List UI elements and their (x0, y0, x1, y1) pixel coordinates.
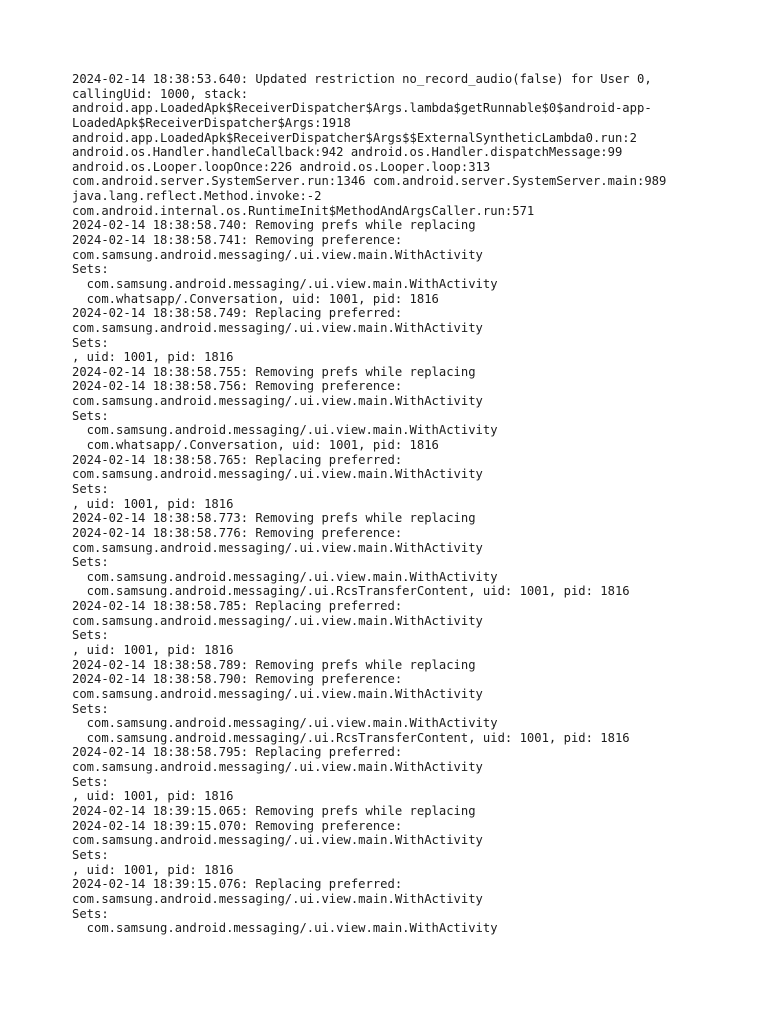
log-line: com.samsung.android.messaging/.ui.view.main.WithActivity (72, 716, 498, 731)
log-line: java.lang.reflect.Method.invoke:-2 (72, 189, 322, 204)
log-line: com.samsung.android.messaging/.ui.view.main.WithActivity (72, 247, 483, 262)
log-line: , uid: 1001, pid: 1816 (72, 789, 234, 804)
log-line: Sets: (72, 262, 109, 277)
log-line: Sets: (72, 408, 109, 423)
log-line: Sets: (72, 335, 109, 350)
log-line: callingUid: 1000, stack: (72, 86, 249, 101)
log-line: com.samsung.android.messaging/.ui.RcsTransferContent, uid: 1001, pid: 1816 (72, 730, 630, 745)
log-line: com.whatsapp/.Conversation, uid: 1001, pid: 1816 (72, 438, 439, 453)
log-line: com.samsung.android.messaging/.ui.view.main.WithActivity (72, 833, 483, 848)
log-line: com.android.internal.os.RuntimeInit$MethodAndArgsCaller.run:571 (72, 203, 535, 218)
log-document (72, 72, 712, 936)
log-line: com.samsung.android.messaging/.ui.view.main.WithActivity (72, 394, 483, 409)
log-line: Sets: (72, 701, 109, 716)
log-line: , uid: 1001, pid: 1816 (72, 642, 234, 657)
log-line: com.samsung.android.messaging/.ui.view.main.WithActivity (72, 760, 483, 775)
log-line: Sets: (72, 481, 109, 496)
log-line: 2024-02-14 18:38:58.789: Removing prefs while replacing (72, 657, 476, 672)
log-line: android.os.Handler.handleCallback:942 android.os.Handler.dispatchMessage:99 (72, 145, 623, 160)
log-line: com.samsung.android.messaging/.ui.view.main.WithActivity (72, 320, 483, 335)
log-line: 2024-02-14 18:38:58.795: Replacing preferred: (72, 745, 403, 760)
log-line: android.app.LoadedApk$ReceiverDispatcher$Args$$ExternalSyntheticLambda0.run:2 (72, 130, 637, 145)
log-line: 2024-02-14 18:38:58.765: Replacing preferred: (72, 452, 403, 467)
log-line: Sets: (72, 906, 109, 921)
log-line: com.samsung.android.messaging/.ui.view.main.WithActivity (72, 276, 498, 291)
log-line: 2024-02-14 18:38:58.749: Replacing preferred: (72, 306, 403, 321)
log-line: com.samsung.android.messaging/.ui.view.main.WithActivity (72, 921, 498, 936)
log-line: 2024-02-14 18:38:58.756: Removing preference: (72, 379, 403, 394)
log-line: 2024-02-14 18:39:15.070: Removing preference: (72, 818, 403, 833)
log-line: android.os.Looper.loopOnce:226 android.os.Looper.loop:313 (72, 159, 491, 174)
log-line: LoadedApk$ReceiverDispatcher$Args:1918 (72, 115, 351, 130)
log-line: 2024-02-14 18:39:15.076: Replacing preferred: (72, 877, 403, 892)
log-line: 2024-02-14 18:38:58.755: Removing prefs while replacing (72, 364, 476, 379)
log-line: com.samsung.android.messaging/.ui.RcsTransferContent, uid: 1001, pid: 1816 (72, 584, 630, 599)
log-line: Sets: (72, 774, 109, 789)
log-line: Sets: (72, 628, 109, 643)
log-line: com.samsung.android.messaging/.ui.view.main.WithActivity (72, 686, 483, 701)
log-line: com.samsung.android.messaging/.ui.view.main.WithActivity (72, 613, 483, 628)
log-line: , uid: 1001, pid: 1816 (72, 862, 234, 877)
log-line: , uid: 1001, pid: 1816 (72, 350, 234, 365)
log-line: Sets: (72, 555, 109, 570)
log-line: Sets: (72, 847, 109, 862)
log-line: com.samsung.android.messaging/.ui.view.main.WithActivity (72, 540, 483, 555)
log-line: com.samsung.android.messaging/.ui.view.main.WithActivity (72, 423, 498, 438)
log-line: com.android.server.SystemServer.run:1346 com.android.server.SystemServer.main:989 (72, 174, 667, 189)
log-line: , uid: 1001, pid: 1816 (72, 496, 234, 511)
log-line: 2024-02-14 18:38:58.785: Replacing preferred: (72, 599, 403, 614)
log-line: 2024-02-14 18:38:58.741: Removing preference: (72, 233, 403, 248)
log-line: 2024-02-14 18:38:58.740: Removing prefs while replacing (72, 218, 476, 233)
log-line: com.samsung.android.messaging/.ui.view.main.WithActivity (72, 891, 483, 906)
log-line: android.app.LoadedApk$ReceiverDispatcher$Args.lambda$getRunnable$0$android-app- (72, 101, 652, 116)
log-line: 2024-02-14 18:38:58.776: Removing preference: (72, 525, 403, 540)
log-line: 2024-02-14 18:38:58.790: Removing preference: (72, 672, 403, 687)
log-line: 2024-02-14 18:39:15.065: Removing prefs while replacing (72, 804, 476, 819)
log-line: com.whatsapp/.Conversation, uid: 1001, pid: 1816 (72, 291, 439, 306)
log-line: 2024-02-14 18:38:53.640: Updated restriction no_record_audio(false) for User 0, (72, 72, 652, 86)
log-line: com.samsung.android.messaging/.ui.view.main.WithActivity (72, 569, 498, 584)
log-line: com.samsung.android.messaging/.ui.view.main.WithActivity (72, 467, 483, 482)
log-line: 2024-02-14 18:38:58.773: Removing prefs while replacing (72, 511, 476, 526)
